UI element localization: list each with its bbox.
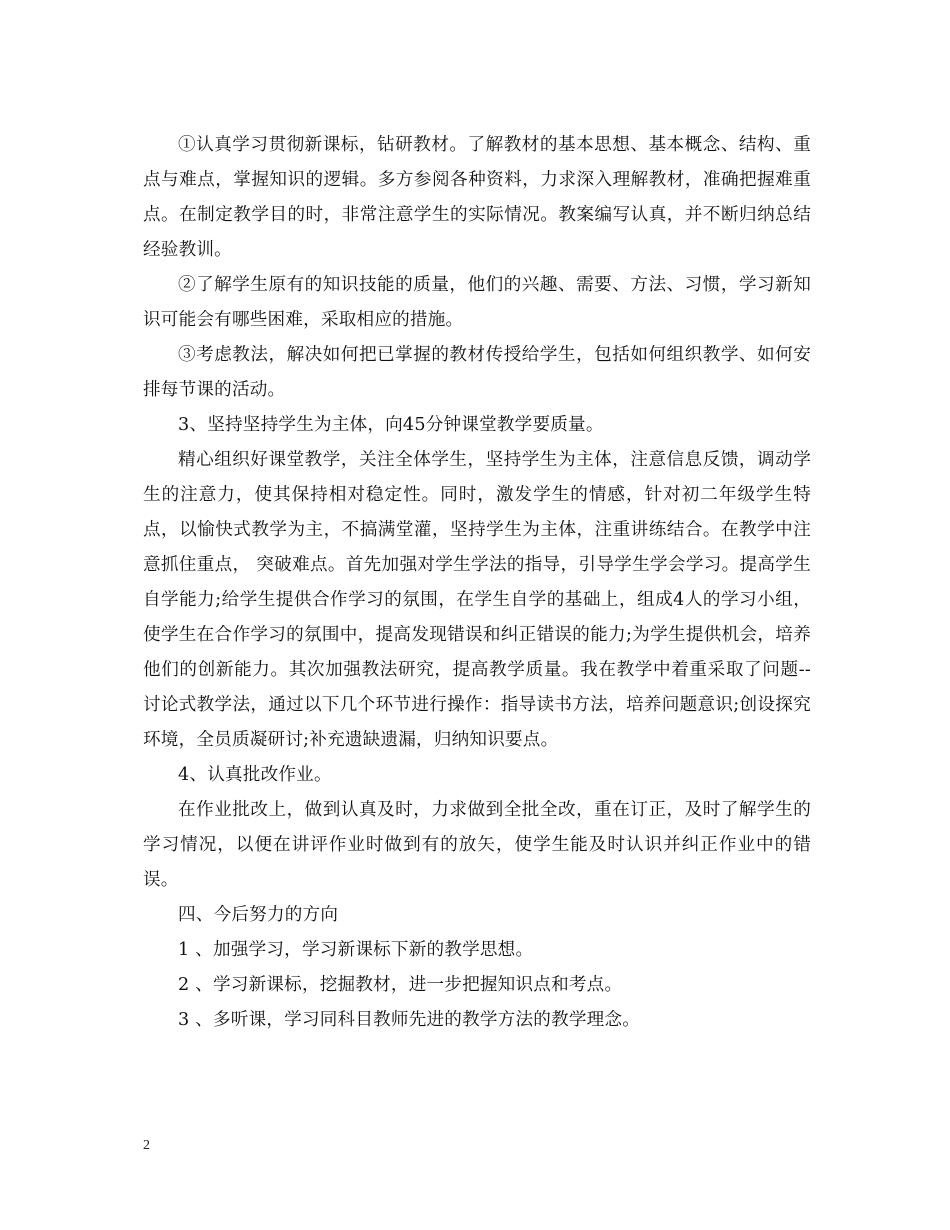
paragraph-lesson-prep: ①认真学习贯彻新课标，钻研教材。了解教材的基本思想、基本概念、结构、重点与难点，掌握知识的逻辑。多方参阅各种资料，力求深入理解教材，准确把握难重点。在制定教学目的时，非常注意学生的实际情况。教案编写认真，并不断归纳总结经验教训。	[143, 135, 811, 260]
list-item-3: 3 、多听课，学习同科目教师先进的教学方法的教学理念。	[178, 1010, 641, 1030]
section-heading-future-direction: 四、今后努力的方向	[178, 905, 339, 925]
paragraph-student-knowledge: ②了解学生原有的知识技能的质量，他们的兴趣、需要、方法、习惯，学习新知识可能会有哪些困难，采取相应的措施。	[143, 275, 811, 330]
list-item-2: 2 、学习新课标，挖掘教材，进一步把握知识点和考点。	[178, 975, 623, 995]
section-heading-student-centered: 3、坚持坚持学生为主体，向45分钟课堂教学要质量。	[178, 415, 604, 435]
list-item-1: 1 、加强学习，学习新课标下新的教学思想。	[178, 940, 534, 960]
section-heading-homework: 4、认真批改作业。	[178, 765, 332, 785]
paragraph-teaching-method: ③考虑教法，解决如何把已掌握的教材传授给学生，包括如何组织教学、如何安排每节课的活动。	[143, 345, 811, 400]
paragraph-classroom-teaching: 精心组织好课堂教学，关注全体学生，坚持学生为主体，注意信息反馈，调动学生的注意力，使其保持相对稳定性。同时，激发学生的情感，针对初二年级学生特点，以愉快式教学为主，不搞满堂灌，坚持学生为主体，注重讲练结合。在教学中注意抓住重点， 突破难点。首先加强对学生学法的指导，引导学生学会学习。提高学生自学能力;给学生提供合作学习的氛围，在学生自学的基础上，组成4人的学习小组，使学生在合作学习的氛围中，提高发现错误和纠正错误的能力;为学生提供机会，培养他们的创新能力。其次加强教法研究，提高教学质量。我在教学中着重采取了问题--讨论式教学法，通过以下几个环节进行操作：指导读书方法，培养问题意识;创设探究环境，全员质凝研讨;补充遗缺遗漏，归纳知识要点。	[143, 450, 811, 750]
document-body	[143, 128, 811, 1038]
page-number: 2	[143, 1138, 150, 1153]
paragraph-homework-correction: 在作业批改上，做到认真及时，力求做到全批全改，重在订正，及时了解学生的学习情况，以便在讲评作业时做到有的放矢，使学生能及时认识并纠正作业中的错误。	[143, 800, 811, 890]
